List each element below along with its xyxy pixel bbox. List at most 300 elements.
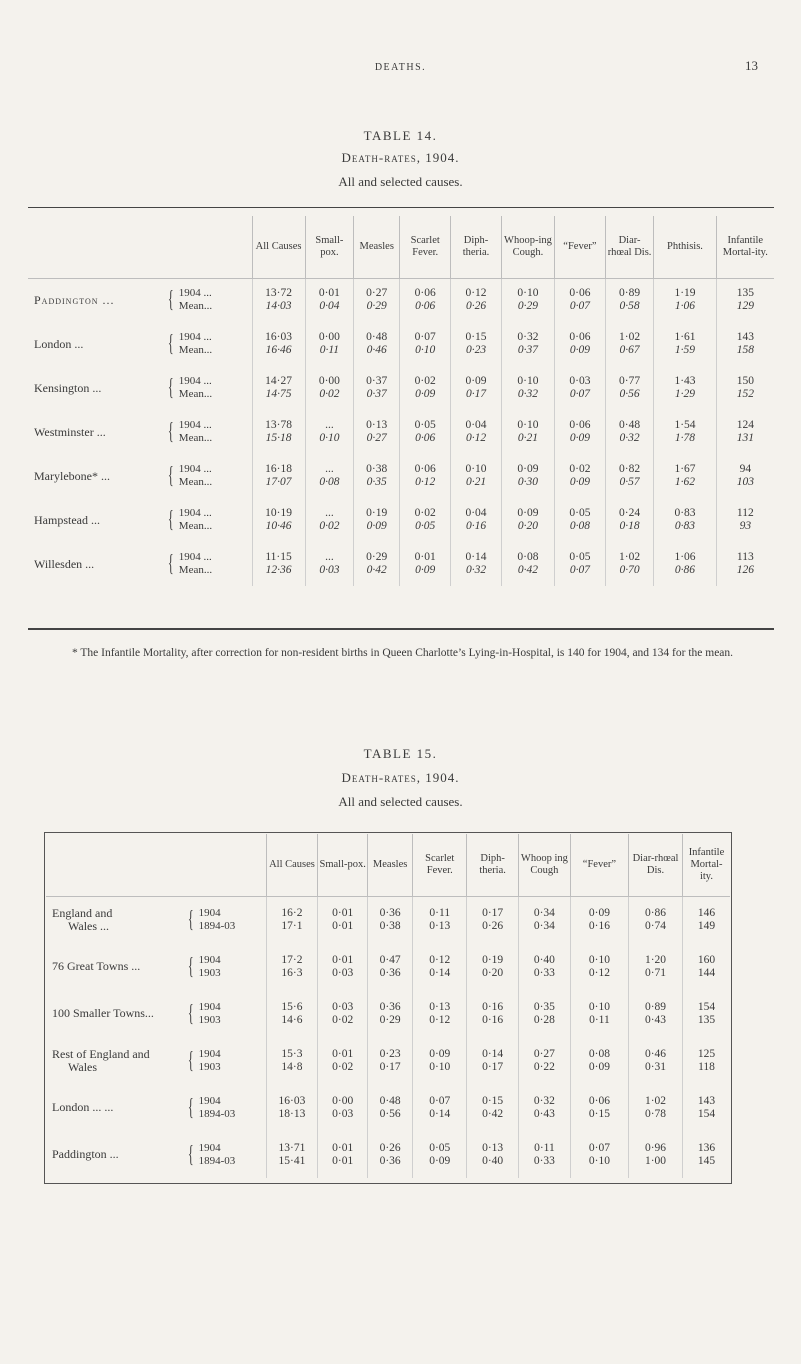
value-compare: 14·03 — [265, 300, 292, 313]
value-compare: 17·07 — [265, 476, 292, 488]
brace-glyph: { — [187, 1047, 194, 1074]
value-current: 0·77 — [619, 375, 641, 387]
table14-value-cell — [605, 454, 654, 498]
value-compare: 14·6 — [281, 1013, 303, 1026]
table15-value-cell — [367, 943, 412, 990]
value-current: 94 — [739, 463, 752, 475]
value-compare: 0·02 — [332, 1013, 354, 1026]
value-compare: 0·32 — [619, 432, 640, 444]
table14-value-cell — [400, 542, 451, 586]
table14-value-cell — [252, 498, 305, 542]
table15-value-cell — [318, 943, 368, 990]
value-current: 0·46 — [644, 1047, 667, 1060]
brace-glyph: { — [168, 375, 174, 401]
value-current: 0·07 — [414, 331, 436, 343]
table15-value-cell — [629, 1084, 683, 1131]
value-compare: 118 — [698, 1060, 715, 1073]
value-current: 0·06 — [569, 331, 591, 343]
value-current: 15·6 — [281, 1000, 303, 1013]
value-current: 17·2 — [281, 953, 303, 966]
value-current: 143 — [697, 1094, 716, 1107]
value-current: 0·09 — [588, 906, 610, 919]
value-compare: 0·17 — [465, 388, 487, 400]
table14-value-cell — [354, 410, 400, 454]
table15-value-cell — [519, 896, 571, 943]
table15-value-cell — [318, 1084, 368, 1131]
value-compare: 135 — [697, 1013, 716, 1026]
brace-glyph: { — [187, 906, 194, 933]
table15-value-cell — [367, 1131, 412, 1178]
value-current: 1·61 — [674, 331, 696, 343]
value-compare: 0·14 — [429, 1107, 451, 1120]
value-compare: 0·38 — [379, 919, 401, 932]
value-compare: 0·03 — [332, 966, 354, 979]
value-compare: 0·17 — [379, 1060, 401, 1073]
value-compare: 0·09 — [366, 520, 387, 532]
period-label — [184, 1131, 266, 1178]
value-current: 0·06 — [569, 419, 591, 431]
area-name: London ... ... — [52, 1100, 114, 1114]
value-current: 0·12 — [429, 953, 451, 966]
table15-value-cell — [629, 896, 683, 943]
table14-value-cell — [654, 278, 716, 322]
value-current: 0·04 — [465, 507, 487, 519]
value-compare: 0·09 — [588, 1060, 610, 1073]
table14-caption: All and selected causes. — [338, 174, 463, 189]
period-label — [164, 410, 252, 454]
value-current: 0·10 — [588, 1000, 610, 1013]
value-compare: 0·11 — [589, 1013, 610, 1026]
table14-value-cell — [400, 410, 451, 454]
value-current: 15·3 — [281, 1047, 303, 1060]
value-current: 154 — [697, 1000, 716, 1013]
value-current: 0·89 — [644, 1000, 667, 1013]
value-current: 0·35 — [533, 1000, 555, 1013]
table14-value-cell — [716, 278, 774, 322]
value-current: 0·00 — [318, 375, 340, 387]
value-current: 0·13 — [429, 1000, 451, 1013]
table14-top-rule — [28, 207, 774, 208]
value-current: 0·40 — [533, 953, 555, 966]
value-current: 0·01 — [318, 287, 340, 300]
value-current: 0·86 — [644, 906, 667, 919]
area-label — [28, 454, 164, 498]
value-compare: 1·62 — [674, 476, 696, 488]
value-compare: 0·10 — [319, 432, 340, 444]
value-compare: 0·03 — [332, 1107, 354, 1120]
value-compare: 0·27 — [366, 432, 387, 444]
value-compare: 0·11 — [319, 344, 340, 356]
table14-row — [28, 322, 774, 366]
value-current: 0·00 — [332, 1094, 354, 1107]
value-compare: 0·56 — [379, 1107, 401, 1120]
table15-value-cell — [467, 1037, 519, 1084]
value-compare: 0·08 — [319, 476, 340, 488]
value-compare: 0·01 — [332, 1154, 354, 1167]
value-compare: 0·37 — [366, 388, 387, 400]
table14-row — [28, 498, 774, 542]
area-label — [46, 943, 184, 990]
area-label — [28, 322, 164, 366]
table14-value-cell — [305, 366, 354, 410]
period-current: 1904 — [198, 1094, 221, 1107]
table14-value-cell — [501, 410, 554, 454]
period-compare: Mean... — [178, 520, 213, 532]
table14-value-cell — [252, 366, 305, 410]
period-label — [184, 943, 266, 990]
period-label — [184, 1037, 266, 1084]
table15-col-header: Infantile Mortal-ity. — [682, 834, 730, 896]
value-compare: 14·75 — [265, 388, 292, 400]
table14-value-cell — [501, 322, 554, 366]
value-compare: 0·29 — [517, 300, 539, 313]
table15-col-header: “Fever” — [570, 834, 628, 896]
table14-row — [28, 366, 774, 410]
period-current: 1904 — [198, 1047, 221, 1060]
table14-col-header: “Fever” — [555, 216, 606, 278]
value-current: 16·2 — [281, 906, 303, 919]
value-current: 0·09 — [517, 507, 539, 519]
value-current: 0·13 — [482, 1141, 504, 1154]
value-current: 150 — [736, 375, 754, 387]
value-compare: 152 — [736, 388, 754, 400]
table15-value-cell — [519, 1037, 571, 1084]
value-current: 0·04 — [465, 419, 487, 431]
value-current: ... — [325, 463, 334, 475]
table14-value-cell — [555, 542, 606, 586]
table14-value-cell — [252, 454, 305, 498]
table14-value-cell — [354, 322, 400, 366]
table14-value-cell — [451, 454, 502, 498]
table14-col-header: Scarlet Fever. — [400, 216, 451, 278]
value-current: 0·36 — [379, 1000, 401, 1013]
period-compare: Mean... — [178, 344, 213, 356]
value-current: 1·02 — [619, 551, 641, 563]
table14-value-cell — [400, 278, 451, 322]
value-compare: 0·09 — [415, 564, 436, 576]
value-current: 0·23 — [379, 1047, 401, 1060]
table14-value-cell — [400, 366, 451, 410]
table15-value-cell — [266, 990, 318, 1037]
table15-value-cell — [413, 990, 467, 1037]
table14-value-cell — [451, 366, 502, 410]
value-current: 0·32 — [533, 1094, 555, 1107]
value-compare: 0·32 — [465, 564, 487, 576]
brace-glyph: { — [168, 551, 174, 577]
value-current: 112 — [736, 507, 754, 519]
value-compare: 0·30 — [517, 476, 539, 488]
value-current: 0·82 — [619, 463, 641, 475]
value-current: 1·43 — [674, 375, 696, 387]
value-current: 0·07 — [429, 1094, 451, 1107]
period-compare: Mean... — [178, 476, 213, 488]
value-compare: 1·78 — [674, 432, 696, 444]
value-current: 0·06 — [569, 287, 591, 300]
value-current: 0·96 — [644, 1141, 667, 1154]
value-compare: 0·33 — [533, 1154, 555, 1167]
value-current: 10·19 — [265, 507, 292, 519]
value-current: 13·71 — [278, 1141, 306, 1154]
value-current: 0·08 — [517, 551, 539, 563]
value-compare: 126 — [736, 564, 754, 576]
value-current: 0·09 — [429, 1047, 451, 1060]
value-compare: 0·33 — [533, 966, 555, 979]
table15-row — [46, 1084, 730, 1131]
value-current: 0·08 — [588, 1047, 610, 1060]
value-compare: 17·1 — [281, 919, 303, 932]
value-current: 0·48 — [619, 419, 641, 431]
value-current: 0·10 — [588, 953, 610, 966]
table14-value-cell — [305, 498, 354, 542]
value-compare: 0·07 — [569, 564, 590, 576]
value-current: 0·15 — [465, 331, 487, 343]
table14-value-cell — [605, 278, 654, 322]
table14-title: TABLE 14. — [363, 128, 438, 143]
value-current: 0·16 — [482, 1000, 504, 1013]
table15-col-header: Diar-rhœal Dis. — [629, 834, 683, 896]
value-current: 135 — [736, 287, 754, 300]
value-current: 0·01 — [332, 906, 354, 919]
value-compare: 144 — [697, 966, 716, 979]
table14-value-cell — [305, 278, 354, 322]
table14-value-cell — [252, 322, 305, 366]
table15-value-cell — [570, 1037, 628, 1084]
value-compare: 0·71 — [644, 966, 667, 979]
table14-value-cell — [654, 542, 716, 586]
value-current: 0·05 — [414, 419, 436, 431]
value-compare: 0·23 — [465, 344, 487, 356]
value-current: 125 — [697, 1047, 716, 1060]
table15-value-cell — [413, 943, 467, 990]
table14-value-cell — [605, 366, 654, 410]
area-name: Rest of England and — [52, 1046, 150, 1061]
value-compare: 0·21 — [517, 432, 539, 444]
value-compare: 0·83 — [674, 520, 696, 532]
value-compare: 0·03 — [319, 564, 340, 576]
value-compare: 1·29 — [674, 388, 696, 400]
value-current: 0·02 — [569, 463, 591, 475]
value-compare: 0·20 — [517, 520, 539, 532]
table14-value-cell — [716, 498, 774, 542]
value-current: 0·48 — [379, 1094, 401, 1107]
table14-value-cell — [605, 542, 654, 586]
value-compare: 16·3 — [281, 966, 303, 979]
area-name: Hampstead ... — [34, 512, 100, 527]
period-current: 1904 — [198, 1000, 221, 1013]
table14-row — [28, 278, 774, 322]
value-compare: 0·09 — [569, 476, 590, 488]
brace-glyph: { — [168, 463, 174, 489]
value-compare: 0·05 — [415, 520, 436, 532]
value-compare: 0·02 — [319, 388, 340, 400]
period-compare: 1903 — [198, 966, 221, 979]
value-current: 0·03 — [332, 1000, 354, 1013]
value-current: 0·27 — [366, 287, 388, 300]
table15-value-cell — [629, 943, 683, 990]
value-compare: 0·28 — [533, 1013, 555, 1026]
value-current: 1·02 — [644, 1094, 667, 1107]
table15-value-cell — [682, 990, 730, 1037]
value-compare: 0·20 — [482, 966, 504, 979]
table14-value-cell — [716, 322, 774, 366]
table15-subtitle: Death-rates, 1904. — [341, 770, 460, 785]
value-current: 1·67 — [674, 463, 696, 475]
value-compare: 0·26 — [465, 300, 487, 313]
value-current: 113 — [736, 551, 754, 563]
table14-value-cell — [501, 542, 554, 586]
table14-value-cell — [716, 542, 774, 586]
table14-value-cell — [252, 542, 305, 586]
table15-value-cell — [367, 990, 412, 1037]
value-current: 1·02 — [619, 331, 641, 343]
area-name: London ... — [34, 336, 84, 351]
table14-value-cell — [555, 410, 606, 454]
table15-value-cell — [367, 896, 412, 943]
period-label — [184, 990, 266, 1037]
value-current: 0·10 — [517, 419, 539, 431]
value-current: 0·34 — [533, 906, 555, 919]
table14-value-cell — [451, 542, 502, 586]
brace-glyph: { — [168, 331, 174, 357]
value-current: 124 — [736, 419, 754, 431]
table14-value-cell — [555, 366, 606, 410]
value-compare: 0·42 — [482, 1107, 504, 1120]
table14-value-cell — [716, 366, 774, 410]
table15-value-cell — [467, 1131, 519, 1178]
table14-value-cell — [305, 542, 354, 586]
period-label — [184, 1084, 266, 1131]
table15-col-header: All Causes — [266, 834, 318, 896]
brace-glyph: { — [168, 287, 174, 314]
area-label — [46, 1131, 184, 1178]
value-compare: 0·17 — [482, 1060, 504, 1073]
table14 — [28, 216, 774, 586]
value-current: 0·36 — [379, 906, 401, 919]
value-compare: 0·40 — [482, 1154, 504, 1167]
table14-value-cell — [400, 454, 451, 498]
value-compare: 0·02 — [332, 1060, 354, 1073]
table15 — [46, 834, 730, 1178]
value-compare: 0·01 — [332, 919, 354, 932]
value-current: 0·14 — [465, 551, 487, 563]
value-compare: 0·36 — [379, 1154, 401, 1167]
period-label — [164, 454, 252, 498]
value-current: 0·12 — [465, 287, 487, 300]
table14-value-cell — [555, 278, 606, 322]
table14-value-cell — [354, 498, 400, 542]
value-compare: 0·10 — [415, 344, 436, 356]
value-compare: 15·41 — [278, 1154, 306, 1167]
table14-value-cell — [354, 542, 400, 586]
table15-value-cell — [318, 990, 368, 1037]
value-compare: 0·58 — [619, 300, 640, 313]
table15-value-cell — [519, 1084, 571, 1131]
period-label — [164, 366, 252, 410]
value-compare: 0·70 — [619, 564, 640, 576]
value-compare: 129 — [736, 300, 754, 313]
period-compare: 1894-03 — [198, 1154, 236, 1167]
value-current: 0·10 — [517, 375, 539, 387]
table15-value-cell — [682, 1037, 730, 1084]
area-name: Westminster ... — [34, 424, 106, 439]
table15-row — [46, 1037, 730, 1084]
value-compare: 0·42 — [366, 564, 387, 576]
table14-subtitle: Death-rates, 1904. — [341, 150, 460, 165]
period-compare: Mean... — [178, 300, 213, 313]
period-label — [164, 322, 252, 366]
table14-value-cell — [654, 498, 716, 542]
value-compare: 93 — [739, 520, 752, 532]
value-compare: 10·46 — [265, 520, 292, 532]
table15-value-cell — [367, 1037, 412, 1084]
value-current: 1·20 — [644, 953, 667, 966]
value-current: 13·72 — [265, 287, 292, 300]
value-compare: 0·10 — [429, 1060, 451, 1073]
area-label — [46, 990, 184, 1037]
value-compare: 0·09 — [569, 344, 590, 356]
value-compare: 0·42 — [517, 564, 539, 576]
table14-row — [28, 454, 774, 498]
value-compare: 0·06 — [415, 300, 436, 313]
period-current: 1904 ... — [178, 463, 212, 475]
table15-value-cell — [467, 1084, 519, 1131]
table15-value-cell — [570, 896, 628, 943]
table15-value-cell — [413, 1037, 467, 1084]
value-compare: 0·67 — [619, 344, 640, 356]
period-compare: 1903 — [198, 1013, 221, 1026]
value-compare: 131 — [736, 432, 754, 444]
value-current: 143 — [736, 331, 754, 343]
value-compare: 0·43 — [644, 1013, 667, 1026]
value-current: 0·02 — [414, 507, 436, 519]
value-compare: 0·12 — [429, 1013, 451, 1026]
value-current: ... — [325, 419, 334, 431]
period-label — [164, 542, 252, 586]
table14-value-cell — [654, 454, 716, 498]
area-label — [28, 410, 164, 454]
period-current: 1904 ... — [178, 375, 212, 387]
value-compare: 0·36 — [379, 966, 401, 979]
table15-value-cell — [266, 896, 318, 943]
value-compare: 1·06 — [674, 300, 696, 313]
table14-col-header: Measles — [354, 216, 400, 278]
value-current: 0·05 — [569, 507, 591, 519]
period-compare: 1903 — [198, 1060, 221, 1073]
value-current: 0·01 — [332, 1141, 354, 1154]
table14-value-cell — [451, 410, 502, 454]
value-current: 1·54 — [674, 419, 696, 431]
value-compare: 16·46 — [265, 344, 292, 356]
value-compare: 0·09 — [415, 388, 436, 400]
value-compare: 0·35 — [366, 476, 387, 488]
value-current: 136 — [697, 1141, 716, 1154]
period-label — [184, 896, 266, 943]
table15-value-cell — [519, 943, 571, 990]
value-current: 0·32 — [517, 331, 539, 343]
table15-value-cell — [367, 1084, 412, 1131]
value-compare: 0·08 — [569, 520, 590, 532]
table14-value-cell — [451, 278, 502, 322]
value-compare: 0·04 — [319, 300, 340, 313]
table15-row — [46, 1131, 730, 1178]
table15-row — [46, 943, 730, 990]
table15-caption: All and selected causes. — [338, 794, 463, 809]
table14-value-cell — [501, 498, 554, 542]
value-current: 0·05 — [429, 1141, 451, 1154]
value-current: 0·15 — [482, 1094, 504, 1107]
table14-col-header: Whoop-ing Cough. — [501, 216, 554, 278]
value-current: 0·89 — [619, 287, 641, 300]
